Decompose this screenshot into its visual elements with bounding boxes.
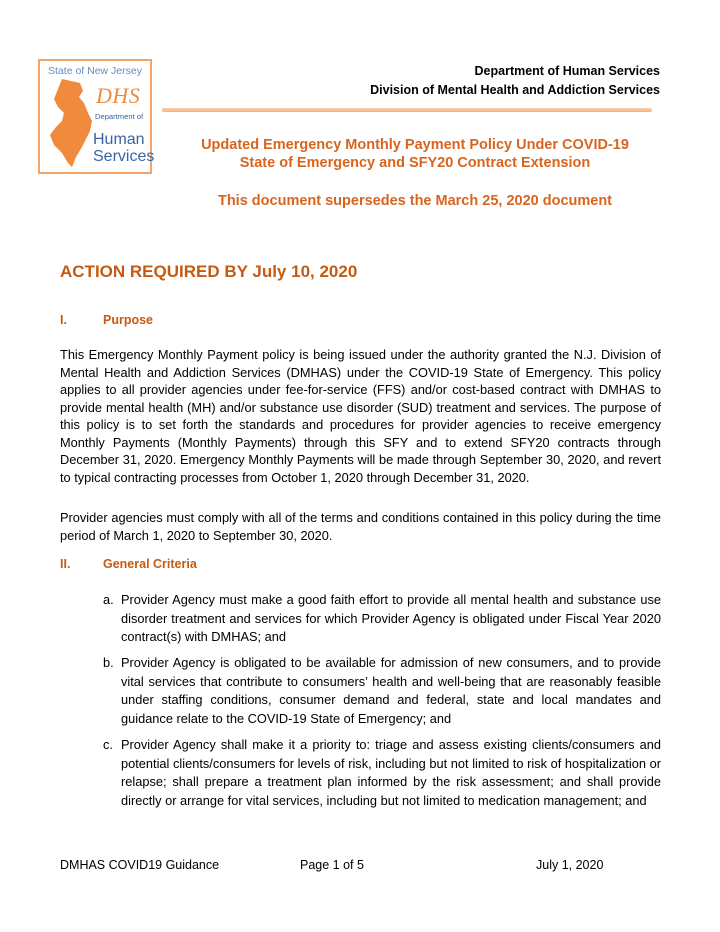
action-required-heading: ACTION REQUIRED BY July 10, 2020 xyxy=(60,262,358,281)
list-text: Provider Agency shall make it a priority to: triage and assess existing clients/consumers and potential clients/consumers for levels of risk, including but not limited to risk of hospitalization or relapse; shall prepare a treatment plan informed by the risk assessment; and shall provide directly or arrange for vital services, including but not limited to medication management; and xyxy=(121,737,661,808)
dhs-logo xyxy=(38,59,155,174)
section-heading-general-criteria xyxy=(60,557,197,571)
supersedes-note: This document supersedes the March 25, 2020 document xyxy=(217,193,613,209)
logo-state-text: State of New Jersey xyxy=(48,65,142,77)
list-label: b. xyxy=(103,655,114,670)
logo-dhs-text: DHS xyxy=(96,83,141,108)
footer-page-number: Page 1 of 5 xyxy=(300,858,364,872)
section-title: General Criteria xyxy=(103,557,197,571)
logo-services-text: Services xyxy=(93,148,155,165)
section-title: Purpose xyxy=(103,313,154,327)
logo-human-text: Human xyxy=(93,131,145,148)
section-number: I. xyxy=(60,313,67,327)
title-line-2: State of Emergency and SFY20 Contract Extension xyxy=(239,155,591,171)
list-label: a. xyxy=(103,592,114,607)
logo-dept-text: Department of xyxy=(95,112,144,121)
section-number: II. xyxy=(60,557,71,571)
purpose-paragraph-1: This Emergency Monthly Payment policy is being issued under the authority granted the N.J. Division of Mental Health and Addiction Services (DMHAS) under the COVID-19 State of Emergency. This policy applies to all provider agencies under fee-for-service (FFS) and/or cost-based contract with DMHAS to provide mental health (MH) and/or substance use disorder (SUD) treatment and services. The purpose of this policy is to set forth the standards and procedures for provider agencies to receive emergency Monthly Payments (Monthly Payments) through this SFY and to extend SFY20 contracts through December 31, 2020. Emergency Monthly Payments will be made through September 30, 2020, and revert to typical contracting processes from October 1, 2020 through December 31, 2020. xyxy=(60,347,661,485)
criteria-item-a xyxy=(103,591,661,647)
criteria-item-c xyxy=(103,736,661,810)
header-department: Department of Human Services xyxy=(474,64,660,78)
list-text: Provider Agency must make a good faith effort to provide all mental health and substance use disorder treatment and services for which Provider Agency is obligated under Fiscal Year 2020 contract(s) with DMHAS; and xyxy=(121,592,661,644)
section-heading-purpose xyxy=(60,313,153,327)
footer-doc-title: DMHAS COVID19 Guidance xyxy=(60,858,220,872)
footer-date: July 1, 2020 xyxy=(536,858,604,872)
list-label: c. xyxy=(103,737,113,752)
purpose-paragraph-2: Provider agencies must comply with all of the terms and conditions contained in this policy during the time period of March 1, 2020 to September 30, 2020. xyxy=(60,510,661,543)
title-line-1: Updated Emergency Monthly Payment Policy Under COVID-19 xyxy=(201,137,629,153)
criteria-item-b xyxy=(103,654,661,728)
list-text: Provider Agency is obligated to be available for admission of new consumers, and to provide vital services that contribute to consumers’ health and well-being that are reasonably feasible under staffing conditions, consumer demand and federal, state and local mandates and guidance relate to the COVID-19 State of Emergency; and xyxy=(121,655,661,726)
header-divider xyxy=(162,108,652,112)
header-division: Division of Mental Health and Addiction Services xyxy=(370,83,660,97)
